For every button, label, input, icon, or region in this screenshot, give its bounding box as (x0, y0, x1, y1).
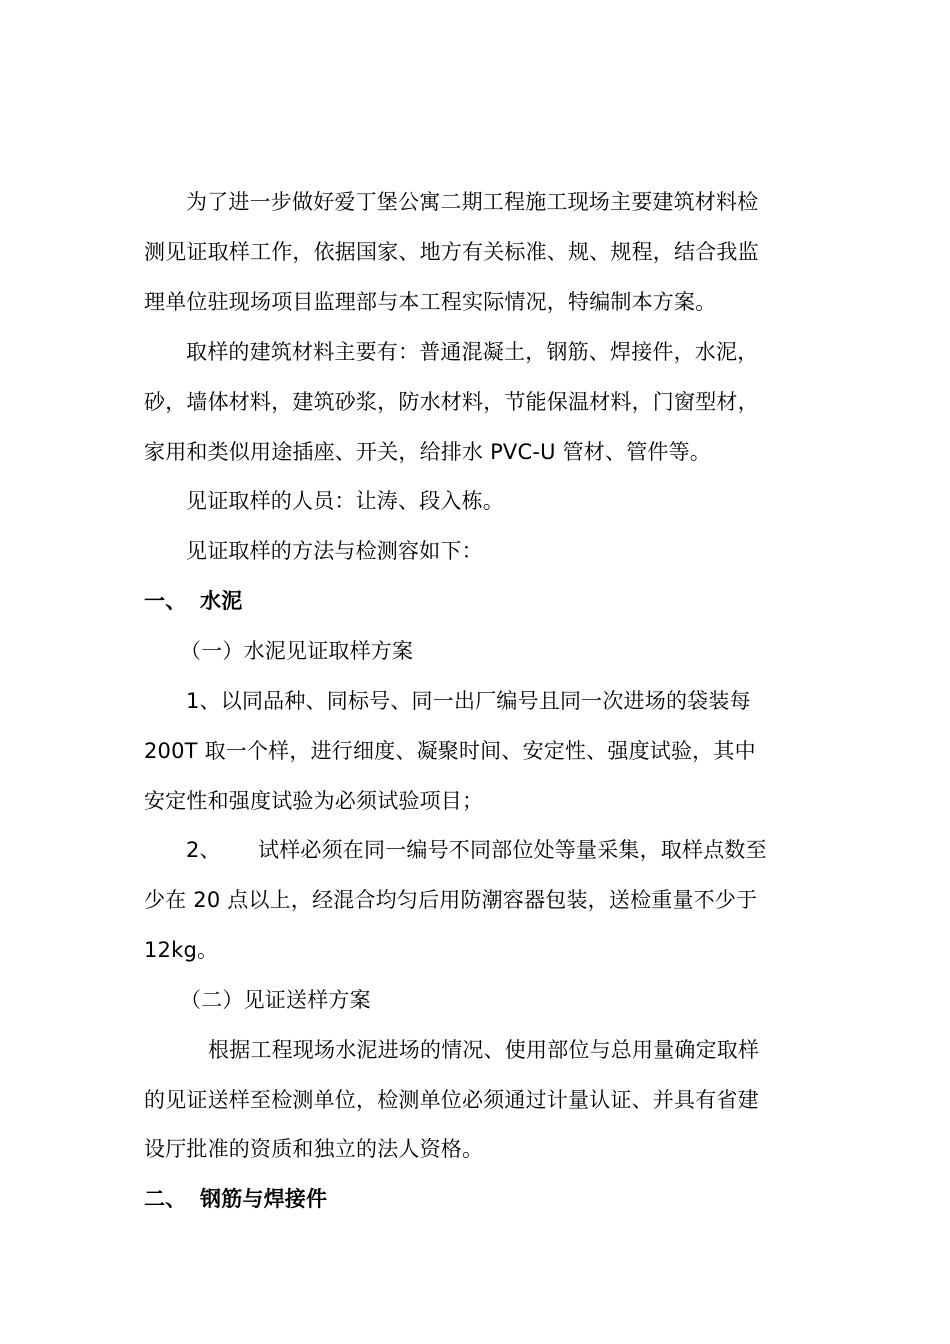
section-1-item-2-line-2: 少在 20 点以上，经混合均匀后用防潮容器包装，送检重量不少于 (144, 888, 758, 912)
section-1-subsection-2-line-3: 设厅批准的资质和独立的法人资格。 (144, 1137, 484, 1161)
section-1-item-1-line-1: 1、以同品种、同标号、同一出厂编号且同一次进场的袋装每 (186, 689, 751, 713)
intro-paragraph-2-line-2: 砂，墙体材料，建筑砂浆，防水材料，节能保温材料，门窗型材， (144, 390, 759, 414)
section-2-number: 二、 (144, 1187, 187, 1211)
section-1-subsection-2-title: （二）见证送样方案 (180, 988, 371, 1012)
section-2-title: 钢筋与焊接件 (200, 1187, 328, 1211)
section-1-item-1-line-2: 200T 取一个样，进行细度、凝聚时间、安定性、强度试验，其中 (144, 739, 756, 763)
section-1-subsection-2-line-1: 根据工程现场水泥进场的情况、使用部位与总用量确定取样 (208, 1038, 760, 1062)
intro-paragraph-3: 见证取样的人员：让涛、段入栋。 (186, 489, 504, 513)
section-1-item-2-line-1 (186, 835, 808, 865)
section-2-heading (144, 1184, 808, 1214)
section-1-title: 水泥 (200, 589, 243, 613)
intro-paragraph-2-line-3: 家用和类似用途插座、开关，给排水 PVC-U 管材、管件等。 (144, 440, 711, 464)
section-1-heading (144, 586, 808, 616)
section-1-item-2-line-3: 12kg。 (144, 938, 219, 962)
section-1-subsection-2-line-2: 的见证送样至检测单位，检测单位必须通过计量认证、并具有省建 (144, 1088, 759, 1112)
intro-paragraph-1-line-1: 为了进一步做好爱丁堡公寓二期工程施工现场主要建筑材料检 (186, 190, 759, 214)
intro-paragraph-4: 见证取样的方法与检测容如下： (186, 539, 483, 563)
section-1-number: 一、 (144, 589, 187, 613)
intro-paragraph-1-line-3: 理单位驻现场项目监理部与本工程实际情况，特编制本方案。 (144, 290, 717, 314)
intro-paragraph-1-line-2: 测见证取样工作，依据国家、地方有关标准、规、规程，结合我监 (144, 240, 759, 264)
section-1-subsection-1-title: （一）水泥见证取样方案 (180, 639, 414, 663)
section-1-item-2-text: 试样必须在同一编号不同部位处等量采集，取样点数至 (258, 838, 767, 862)
section-1-item-2-number: 2、 (186, 838, 221, 862)
section-1-item-1-line-3: 安定性和强度试验为必须试验项目； (144, 789, 484, 813)
intro-paragraph-2-line-1: 取样的建筑材料主要有：普通混凝土，钢筋、焊接件，水泥， (186, 340, 759, 364)
